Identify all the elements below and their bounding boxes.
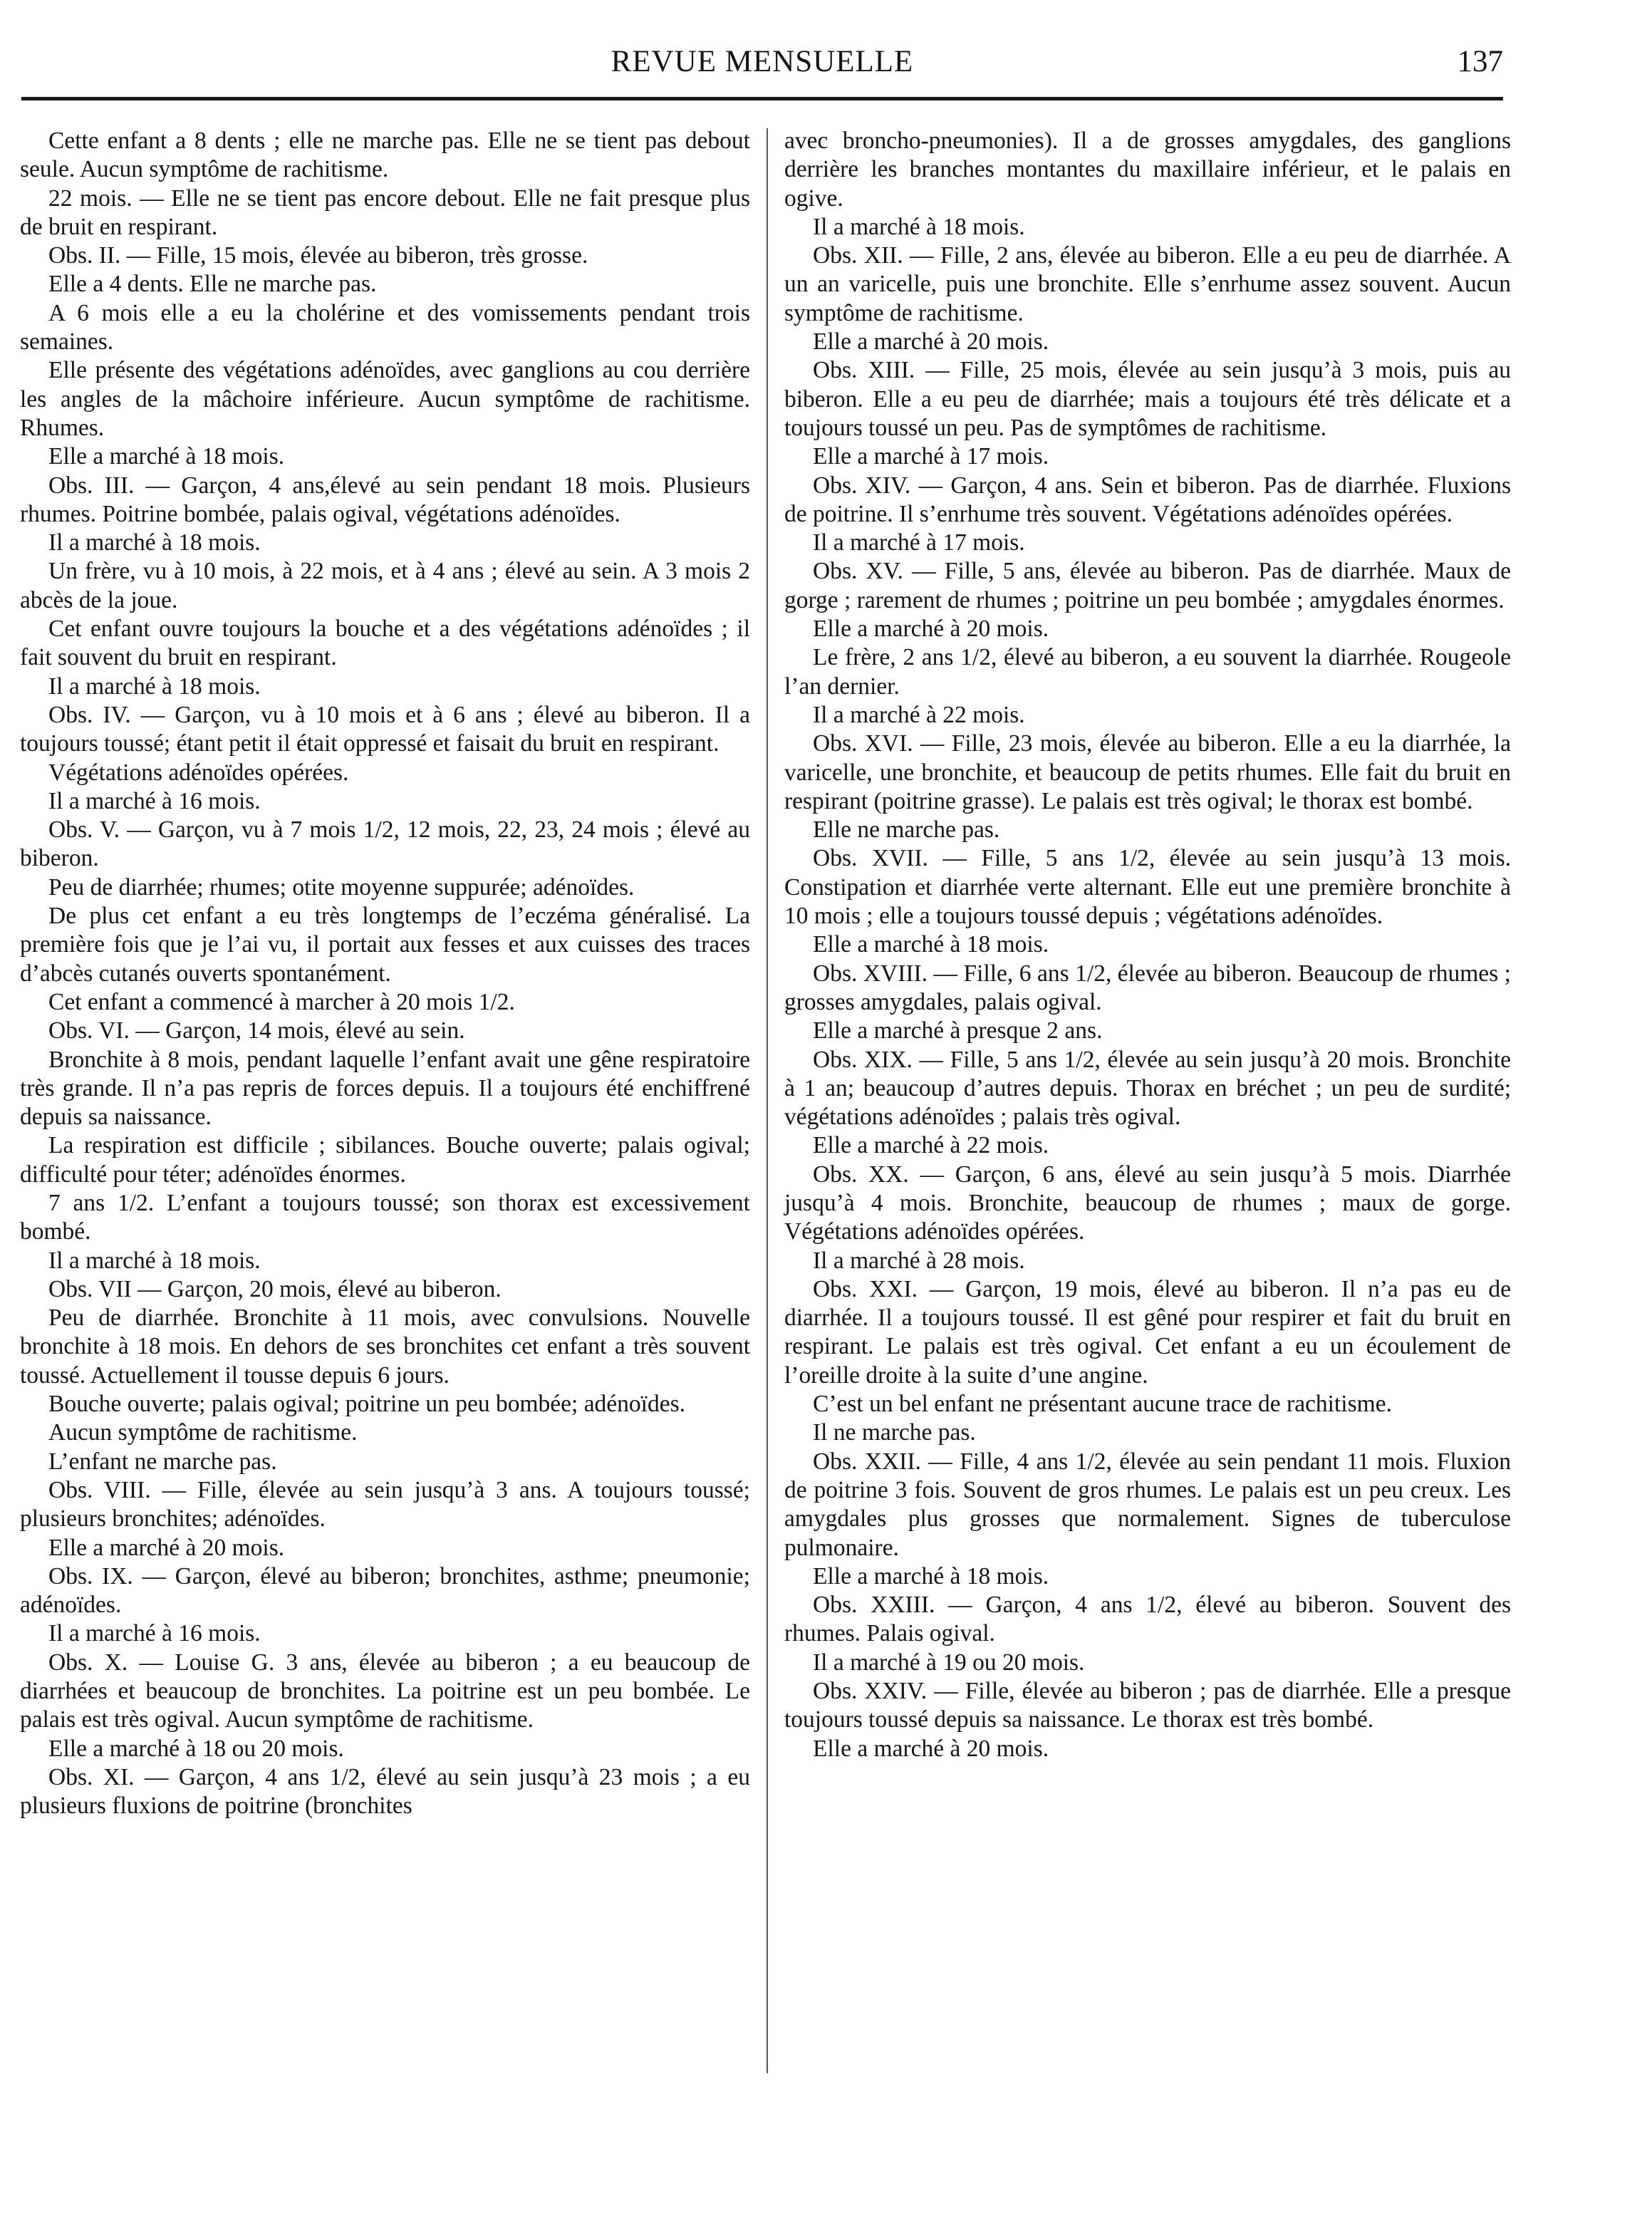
paragraph: Obs. XVII. — Fille, 5 ans 1/2, élevée au sein jusqu’à 13 mois. Constipation et diarrhée verte alternant. Elle eut une première bronchite à 10 mois ; elle a toujours toussé depuis ; végétations adénoïdes. xyxy=(784,845,1511,930)
paragraph: Elle a marché à 18 ou 20 mois. xyxy=(48,1735,344,1762)
paragraph: Il a marché à 17 mois. xyxy=(813,529,1025,556)
paragraph: Il a marché à 18 mois. xyxy=(48,673,261,700)
paragraph: Obs. XXII. — Fille, 4 ans 1/2, élevée au sein pendant 11 mois. Fluxion de poitrine 3 fois. Souvent de gros rhumes. Le palais est un peu creux. Les amygdales plus grosses que normalement. Signes de tuberculose pulmonaire. xyxy=(784,1448,1511,1561)
paragraph: Elle présente des végétations adénoïdes, avec ganglions au cou derrière les angles de la mâchoire inférieure. Aucun symptôme de rachitisme. Rhumes. xyxy=(20,357,750,441)
paragraph: Cet enfant ouvre toujours la bouche et a des végétations adénoïdes ; il fait souvent du bruit en respirant. xyxy=(20,616,750,671)
paragraph: Peu de diarrhée; rhumes; otite moyenne suppurée; adénoïdes. xyxy=(48,873,635,901)
paragraph: Obs. II. — Fille, 15 mois, élevée au biberon, très grosse. xyxy=(48,242,588,269)
paragraph: Elle a marché à 20 mois. xyxy=(813,328,1049,356)
paragraph: Cette enfant a 8 dents ; elle ne marche pas. Elle ne se tient pas debout seule. Aucun symptôme de rachitisme. xyxy=(20,128,750,183)
paragraph: Il a marché à 19 ou 20 mois. xyxy=(813,1649,1085,1676)
paragraph: Elle ne marche pas. xyxy=(813,816,1000,844)
paragraph: A 6 mois elle a eu la cholérine et des vomissements pendant trois semaines. xyxy=(20,299,750,356)
paragraph: 22 mois. — Elle ne se tient pas encore debout. Elle ne fait presque plus de bruit en respirant. xyxy=(20,185,750,240)
paragraph: Obs. XII. — Fille, 2 ans, élevée au biberon. Elle a eu peu de diarrhée. A un an varicelle, puis une bronchite. Elle s’enrhume assez souvent. Aucun symptôme de rachitisme. xyxy=(784,242,1511,326)
paragraph: Elle a marché à presque 2 ans. xyxy=(813,1017,1103,1044)
right-column xyxy=(784,127,1511,1763)
paragraph: Il a marché à 16 mois. xyxy=(48,1620,261,1647)
paragraph: Elle a marché à 22 mois. xyxy=(813,1132,1049,1159)
paragraph: Obs. XXIII. — Garçon, 4 ans 1/2, élevé au biberon. Souvent des rhumes. Palais ogival. xyxy=(784,1592,1511,1647)
paragraph: Obs. V. — Garçon, vu à 7 mois 1/2, 12 mois, 22, 23, 24 mois ; élevé au biberon. xyxy=(20,816,750,872)
paragraph: Elle a marché à 20 mois. xyxy=(813,1735,1049,1762)
paragraph: La respiration est difficile ; sibilances. Bouche ouverte; palais ogival; difficulté pour téter; adénoïdes énormes. xyxy=(20,1132,750,1188)
paragraph: Bronchite à 8 mois, pendant laquelle l’enfant avait une gêne respiratoire très grande. Il n’a pas repris de forces depuis. Il a toujours été enchiffrené depuis sa naissance. xyxy=(20,1046,750,1131)
paragraph: Obs. III. — Garçon, 4 ans,élevé au sein pendant 18 mois. Plusieurs rhumes. Poitrine bombée, palais ogival, végétations adénoïdes. xyxy=(20,472,750,527)
paragraph: Obs. IX. — Garçon, élevé au biberon; bronchites, asthme; pneumonie; adénoïdes. xyxy=(20,1562,750,1619)
paragraph: Il a marché à 18 mois. xyxy=(48,1247,261,1274)
paragraph: Obs. VI. — Garçon, 14 mois, élevé au sein. xyxy=(48,1017,465,1044)
paragraph: 7 ans 1/2. L’enfant a toujours toussé; son thorax est excessivement bombé. xyxy=(20,1189,750,1245)
paragraph: Obs. XX. — Garçon, 6 ans, élevé au sein jusqu’à 5 mois. Diarrhée jusqu’à 4 mois. Bronchite, beaucoup de rhumes ; maux de gorge. Végétations adénoïdes opérées. xyxy=(784,1161,1511,1245)
page-header xyxy=(21,44,1503,87)
paragraph: avec broncho-pneumonies). Il a de grosses amygdales, des ganglions derrière les branches montantes du maxillaire inférieur, et le palais en ogive. xyxy=(784,128,1511,212)
paragraph: Obs. VIII. — Fille, élevée au sein jusqu’à 3 ans. A toujours toussé; plusieurs bronchites; adénoïdes. xyxy=(20,1476,750,1532)
page-number: 137 xyxy=(1457,45,1503,78)
paragraph: Obs. XIX. — Fille, 5 ans 1/2, élevée au sein jusqu’à 20 mois. Bronchite à 1 an; beaucoup d’autres depuis. Thorax en bréchet ; un peu de surdité; végétations adénoïdes ; palais très ogival. xyxy=(784,1046,1511,1131)
paragraph: Un frère, vu à 10 mois, à 22 mois, et à 4 ans ; élevé au sein. A 3 mois 2 abcès de la joue. xyxy=(20,558,750,613)
paragraph: Il ne marche pas. xyxy=(813,1419,976,1446)
paragraph: Elle a marché à 20 mois. xyxy=(813,616,1049,643)
paragraph: Il a marché à 22 mois. xyxy=(813,701,1025,728)
paragraph: Il a marché à 18 mois. xyxy=(813,213,1025,240)
paragraph: Elle a marché à 20 mois. xyxy=(48,1534,285,1561)
paragraph: Peu de diarrhée. Bronchite à 11 mois, avec convulsions. Nouvelle bronchite à 18 mois. En dehors de ses bronchites cet enfant a très souvent toussé. Actuellement il tousse depuis 6 jours. xyxy=(20,1305,750,1389)
paragraph: Elle a marché à 18 mois. xyxy=(48,443,285,470)
paragraph: Obs. X. — Louise G. 3 ans, élevée au biberon ; a eu beaucoup de diarrhées et beaucoup de bronchites. La poitrine est un peu bombée. Le palais est très ogival. Aucun symptôme de rachitisme. xyxy=(20,1649,750,1733)
paragraph: Obs. XIV. — Garçon, 4 ans. Sein et biberon. Pas de diarrhée. Fluxions de poitrine. Il s’enrhume très souvent. Végétations adénoïdes opérées. xyxy=(784,472,1511,527)
paragraph: Elle a 4 dents. Elle ne marche pas. xyxy=(48,271,377,298)
paragraph: Il a marché à 28 mois. xyxy=(813,1247,1025,1274)
paragraph: Végétations adénoïdes opérées. xyxy=(48,759,349,786)
paragraph: Obs. VII — Garçon, 20 mois, élevé au biberon. xyxy=(48,1275,502,1302)
paragraph: Obs. XVI. — Fille, 23 mois, élevée au biberon. Elle a eu la diarrhée, la varicelle, une bronchite, et beaucoup de petits rhumes. Elle fait du bruit en respirant (poitrine grasse). Le palais est très ogival; le thorax est bombé. xyxy=(784,730,1511,814)
paragraph: Obs. XVIII. — Fille, 6 ans 1/2, élevée au biberon. Beaucoup de rhumes ; grosses amygdales, palais ogival. xyxy=(784,960,1511,1015)
paragraph: Elle a marché à 17 mois. xyxy=(813,443,1049,470)
running-title: REVUE MENSUELLE xyxy=(611,45,914,78)
paragraph: Obs. XXI. — Garçon, 19 mois, élevé au biberon. Il n’a pas eu de diarrhée. Il a toujours toussé. Il est gêné pour respirer et fait du bruit en respirant. Le palais est très ogival. Cet enfant a eu un écoulement de l’oreille droite à la suite d’une angine. xyxy=(784,1275,1511,1389)
paragraph: Obs. IV. — Garçon, vu à 10 mois et à 6 ans ; élevé au biberon. Il a toujours toussé; étant petit il était oppressé et faisait du bruit en respirant. xyxy=(20,701,750,757)
paragraph: Il a marché à 18 mois. xyxy=(48,529,261,556)
paragraph: C’est un bel enfant ne présentant aucune trace de rachitisme. xyxy=(813,1391,1392,1418)
paragraph: Cet enfant a commencé à marcher à 20 mois 1/2. xyxy=(48,988,515,1015)
column-divider xyxy=(767,128,768,2073)
paragraph: Elle a marché à 18 mois. xyxy=(813,1562,1049,1589)
paragraph: Obs. XV. — Fille, 5 ans, élevée au biberon. Pas de diarrhée. Maux de gorge ; rarement de rhumes ; poitrine un peu bombée ; amygdales énormes. xyxy=(784,558,1511,613)
paragraph: Obs. XIII. — Fille, 25 mois, élevée au sein jusqu’à 3 mois, puis au biberon. Elle a eu peu de diarrhée; mais a toujours été très délicate et a toujours toussé un peu. Pas de symptômes de rachitisme. xyxy=(784,357,1511,441)
left-column xyxy=(20,127,750,1821)
header-rule xyxy=(21,97,1503,100)
paragraph: Il a marché à 16 mois. xyxy=(48,787,261,814)
paragraph: Bouche ouverte; palais ogival; poitrine un peu bombée; adénoïdes. xyxy=(48,1391,686,1418)
paragraph: De plus cet enfant a eu très longtemps de l’eczéma généralisé. La première fois que je l’ai vu, il portait aux fesses et aux cuisses des traces d’abcès cutanés ouverts spontanément. xyxy=(20,903,750,987)
paragraph: Obs. XXIV. — Fille, élevée au biberon ; pas de diarrhée. Elle a presque toujours toussé depuis sa naissance. Le thorax est très bombé. xyxy=(784,1678,1511,1733)
paragraph: Obs. XI. — Garçon, 4 ans 1/2, élevé au sein jusqu’à 23 mois ; a eu plusieurs fluxions de poitrine (bronchites xyxy=(20,1763,750,1820)
paragraph: L’enfant ne marche pas. xyxy=(48,1448,277,1475)
paragraph: Elle a marché à 18 mois. xyxy=(813,931,1049,958)
paragraph: Aucun symptôme de rachitisme. xyxy=(48,1419,358,1446)
paragraph: Le frère, 2 ans 1/2, élevé au biberon, a eu souvent la diarrhée. Rougeole l’an dernier. xyxy=(784,644,1511,700)
